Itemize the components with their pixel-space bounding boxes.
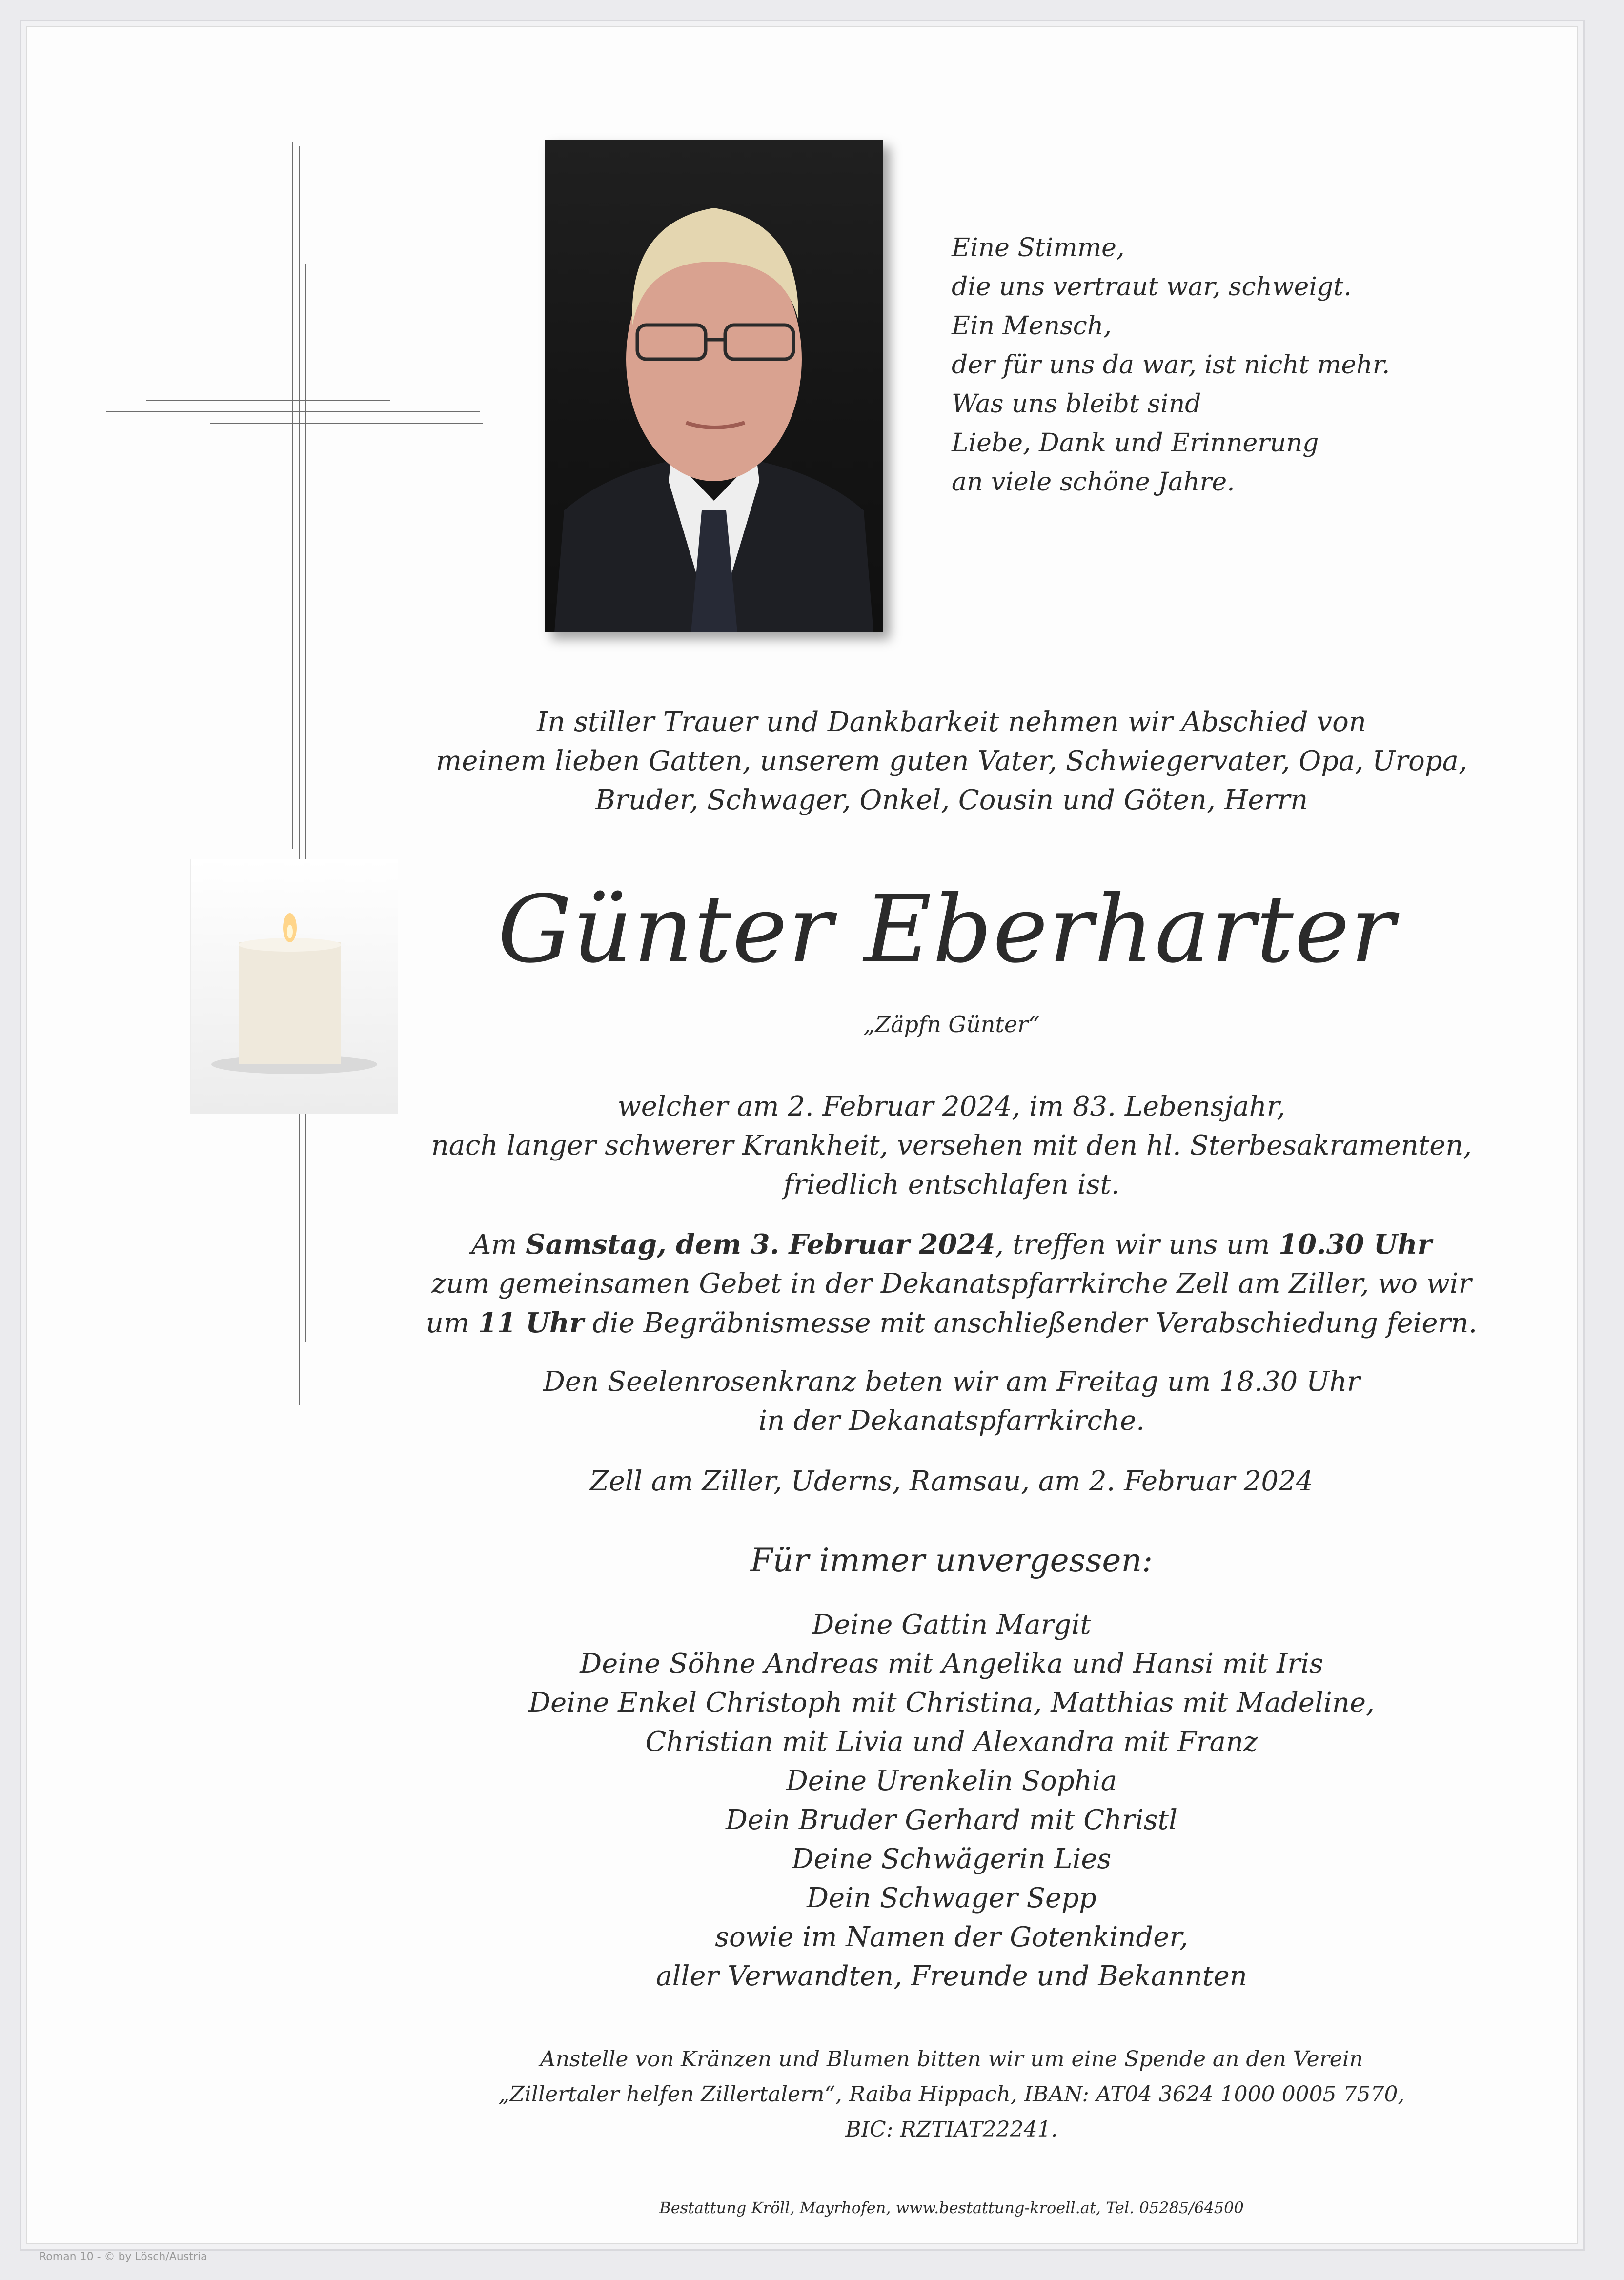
death-line: friedlich entschlafen ist. xyxy=(783,1169,1120,1201)
mourners-list xyxy=(342,1606,1562,1996)
funeral-line: zum gemeinsamen Gebet in der Dekanatspfarrkirche Zell am Ziller, wo wir xyxy=(431,1268,1472,1300)
undertaker-info: Bestattung Kröll, Mayrhofen, www.bestattung-kroell.at, Tel. 05285/64500 xyxy=(659,2199,1244,2217)
place-date: Zell am Ziller, Uderns, Ramsau, am 2. Februar 2024 xyxy=(589,1466,1314,1497)
death-line: nach langer schwerer Krankheit, versehen mit den hl. Sterbesakramenten, xyxy=(431,1130,1472,1161)
mourner-line: Deine Söhne Andreas mit Angelika und Hansi mit Iris xyxy=(580,1648,1323,1680)
intro-line: Bruder, Schwager, Onkel, Cousin und Göten, Herrn xyxy=(595,784,1308,816)
mourner-line: Dein Bruder Gerhard mit Christl xyxy=(726,1804,1177,1836)
mourner-line: sowie im Namen der Gotenkinder, xyxy=(715,1921,1188,1953)
poem-line: der für uns da war, ist nicht mehr. xyxy=(952,350,1390,380)
poem-line: Eine Stimme, xyxy=(952,233,1125,263)
donation-request xyxy=(342,2042,1562,2147)
deceased-name: Günter Eberharter xyxy=(497,875,1396,983)
nickname: „Zäpfn Günter“ xyxy=(863,1011,1040,1038)
funeral-info xyxy=(342,1225,1562,1343)
footer-copyright: Roman 10 - © by Lösch/Austria xyxy=(39,2251,207,2263)
donation-line: BIC: RZTIAT22241. xyxy=(845,2117,1058,2142)
rosary-info xyxy=(342,1363,1562,1441)
funeral-line: um 11 Uhr die Begräbnismesse mit anschließender Verabschiedung feiern. xyxy=(426,1307,1478,1339)
forever-heading: Für immer unvergessen: xyxy=(750,1542,1153,1579)
intro-line: meinem lieben Gatten, unserem guten Vater, Schwiegervater, Opa, Uropa, xyxy=(436,745,1467,777)
mourner-line: Deine Enkel Christoph mit Christina, Matthias mit Madeline, xyxy=(528,1687,1375,1719)
donation-line: „Zillertaler helfen Zillertalern“, Raiba Hippach, IBAN: AT04 3624 1000 0005 7570, xyxy=(498,2082,1405,2107)
funeral-line: Am Samstag, dem 3. Februar 2024, treffen wir uns um 10.30 Uhr xyxy=(471,1228,1432,1261)
portrait-photo xyxy=(545,140,883,632)
poem-line: Ein Mensch, xyxy=(952,311,1112,341)
poem xyxy=(952,228,1537,502)
death-notice xyxy=(342,1087,1562,1204)
intro-line: In stiller Trauer und Dankbarkeit nehmen wir Abschied von xyxy=(537,706,1366,738)
mourner-line: Deine Urenkelin Sophia xyxy=(786,1765,1117,1797)
donation-line: Anstelle von Kränzen und Blumen bitten wir um eine Spende an den Verein xyxy=(540,2047,1363,2072)
poem-line: an viele schöne Jahre. xyxy=(952,468,1235,497)
intro-text xyxy=(342,703,1562,820)
mourner-line: Deine Gattin Margit xyxy=(812,1609,1091,1641)
poem-line: Was uns bleibt sind xyxy=(952,389,1201,419)
mourner-line: Deine Schwägerin Lies xyxy=(792,1843,1112,1875)
candle-image xyxy=(190,859,398,1114)
mourner-line: aller Verwandten, Freunde und Bekannten xyxy=(656,1960,1247,1992)
mourner-line: Christian mit Livia und Alexandra mit Franz xyxy=(645,1726,1258,1758)
mourner-line: Dein Schwager Sepp xyxy=(807,1882,1096,1914)
rosary-line: Den Seelenrosenkranz beten wir am Freitag um 18.30 Uhr xyxy=(543,1366,1360,1398)
poem-line: die uns vertraut war, schweigt. xyxy=(952,272,1352,302)
rosary-line: in der Dekanatspfarrkirche. xyxy=(758,1405,1145,1437)
death-line: welcher am 2. Februar 2024, im 83. Lebensjahr, xyxy=(617,1091,1286,1122)
poem-line: Liebe, Dank und Erinnerung xyxy=(952,428,1319,458)
